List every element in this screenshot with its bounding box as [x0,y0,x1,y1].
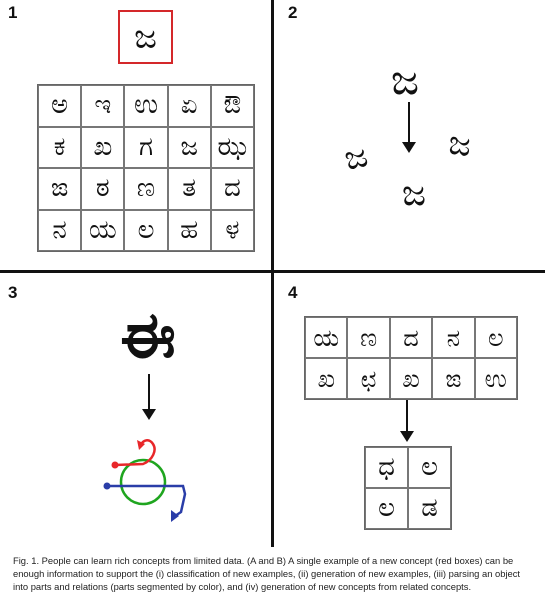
panel-2-number: 2 [288,3,298,22]
grid-cell: ಲ [124,210,167,252]
grid-cell: ತ [168,168,211,210]
grid-cell: ಯ [305,317,347,358]
grid-cell: ಅ [38,85,81,127]
grid-cell: ಲ [475,317,517,358]
grid-cell: ಝ [211,127,254,169]
grid-cell: ಛ [347,358,389,399]
grid-cell: ಡ [408,488,451,529]
grid-cell: ಲ [408,447,451,488]
panel-3-arrow [138,372,160,422]
blue-arrowhead [171,510,179,522]
grid-cell: ಏ [168,85,211,127]
horizontal-divider [0,270,545,273]
character-parts-drawing [95,430,205,530]
grid-cell: ಕ [38,127,81,169]
grid-cell: ಙ [432,358,474,399]
target-character: ಜ [134,17,157,57]
green-part [121,460,165,504]
grid-cell: ಹ [168,210,211,252]
character-grid-classification [37,84,255,252]
generated-example-3: ಜ [401,173,427,214]
grid-cell: ಖ [305,358,347,399]
grid-cell: ಖ [390,358,432,399]
panel-4-number: 4 [288,283,298,302]
panel-1-number: 1 [8,3,18,22]
red-start-dot [112,462,119,469]
prototype-character: ಜ [390,55,420,104]
grid-cell: ನ [38,210,81,252]
grid-cell: ನ [432,317,474,358]
generated-example-1: ಜ [340,135,372,179]
grid-cell: ಲ [365,488,408,529]
grid-cell: ದ [390,317,432,358]
grid-cell: ಣ [124,168,167,210]
grid-cell: ಙ [38,168,81,210]
grid-cell: ದ [211,168,254,210]
grid-cell: ಉ [124,85,167,127]
panel-2-arrow [398,100,420,155]
grid-cell: ಉ [475,358,517,399]
grid-cell: ಣ [347,317,389,358]
grid-cell: ಳ [211,210,254,252]
grid-cell: ಯ [81,210,124,252]
panel-4-arrow [396,398,418,444]
related-concepts-grid [304,316,518,400]
vertical-divider [271,0,274,547]
grid-cell: ಇ [81,85,124,127]
parsed-character: ಈ [120,299,176,373]
generated-example-2: ಜ [445,122,475,166]
blue-part [107,486,185,516]
grid-cell: ಗ [124,127,167,169]
grid-cell: ಜ [168,127,211,169]
blue-start-dot [104,483,111,490]
figure-caption: Fig. 1. People can learn rich concepts from limited data. (A and B) A single example of a new concept (red boxes) can be enough information to support the (i) classification of new examples, (ii) generation of new examples, (iii) parsing an object into parts and relations (parts segmented by color), and (iv) generation of new concepts from related concepts. [13,555,521,592]
grid-cell: ಠ [81,168,124,210]
target-character-box [118,10,173,64]
panel-3-number: 3 [8,283,18,302]
grid-cell: ಔ [211,85,254,127]
generated-concepts-grid [364,446,452,530]
grid-cell: ಖ [81,127,124,169]
grid-cell: ಧ [365,447,408,488]
